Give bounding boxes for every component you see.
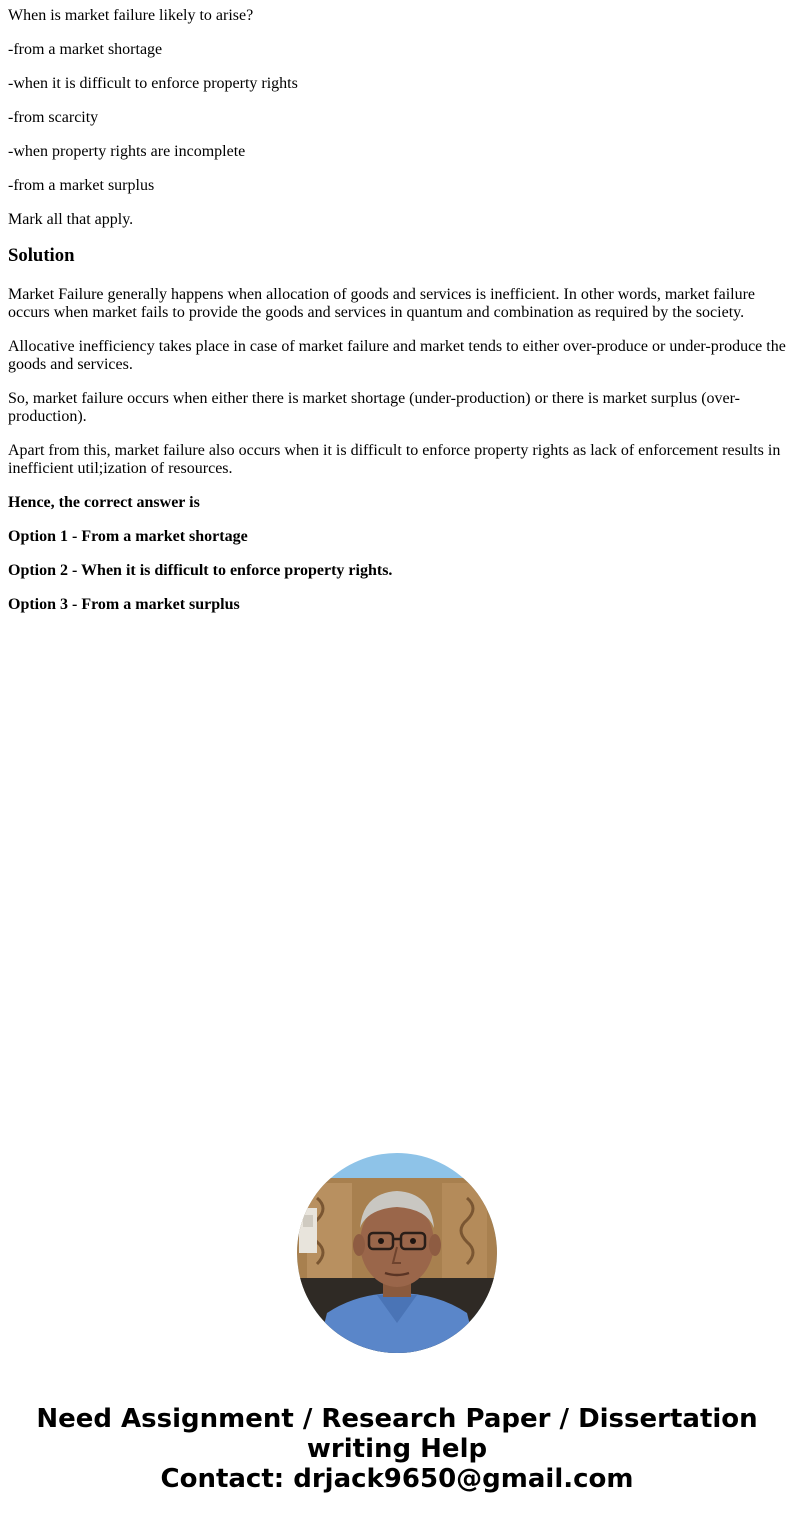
answer-intro: Hence, the correct answer is [8, 494, 200, 511]
tutor-portrait-image [297, 1153, 497, 1353]
question-option-5: -from a market surplus [8, 177, 155, 194]
answer-option-2: Option 2 - When it is difficult to enforce property rights. [8, 562, 393, 579]
solution-paragraph: Allocative inefficiency takes place in case of market failure and market tends to either over-produce or under-produce the goods and services. [8, 338, 786, 373]
answer-option-3: Option 3 - From a market surplus [8, 596, 240, 613]
promo-banner [0, 1404, 794, 1494]
answer-option-1: Option 1 - From a market shortage [8, 528, 248, 545]
solution-paragraph: So, market failure occurs when either there is market shortage (under-production) or there is market surplus (over-production). [8, 390, 740, 425]
question-instruction: Mark all that apply. [8, 211, 134, 228]
solution-paragraph: Market Failure generally happens when allocation of goods and services is inefficient. In other words, market failure occurs when market fails to provide the goods and services in quantum and combination as required by the society. [8, 286, 756, 321]
question-prompt: When is market failure likely to arise? [8, 7, 254, 24]
question-option-2: -when it is difficult to enforce property rights [8, 75, 298, 92]
solution-heading: Solution [8, 245, 75, 266]
tutor-avatar [297, 1153, 497, 1353]
document-body [8, 7, 788, 630]
promo-line-1: Need Assignment / Research Paper / Dissertation [36, 1404, 758, 1434]
solution-paragraph: Apart from this, market failure also occurs when it is difficult to enforce property rights as lack of enforcement results in inefficient util;ization of resources. [8, 442, 781, 477]
question-option-1: -from a market shortage [8, 41, 163, 58]
question-option-4: -when property rights are incomplete [8, 143, 246, 160]
promo-line-2: writing Help [306, 1434, 488, 1464]
question-option-3: -from scarcity [8, 109, 99, 126]
promo-contact: Contact: drjack9650@gmail.com [160, 1464, 634, 1494]
